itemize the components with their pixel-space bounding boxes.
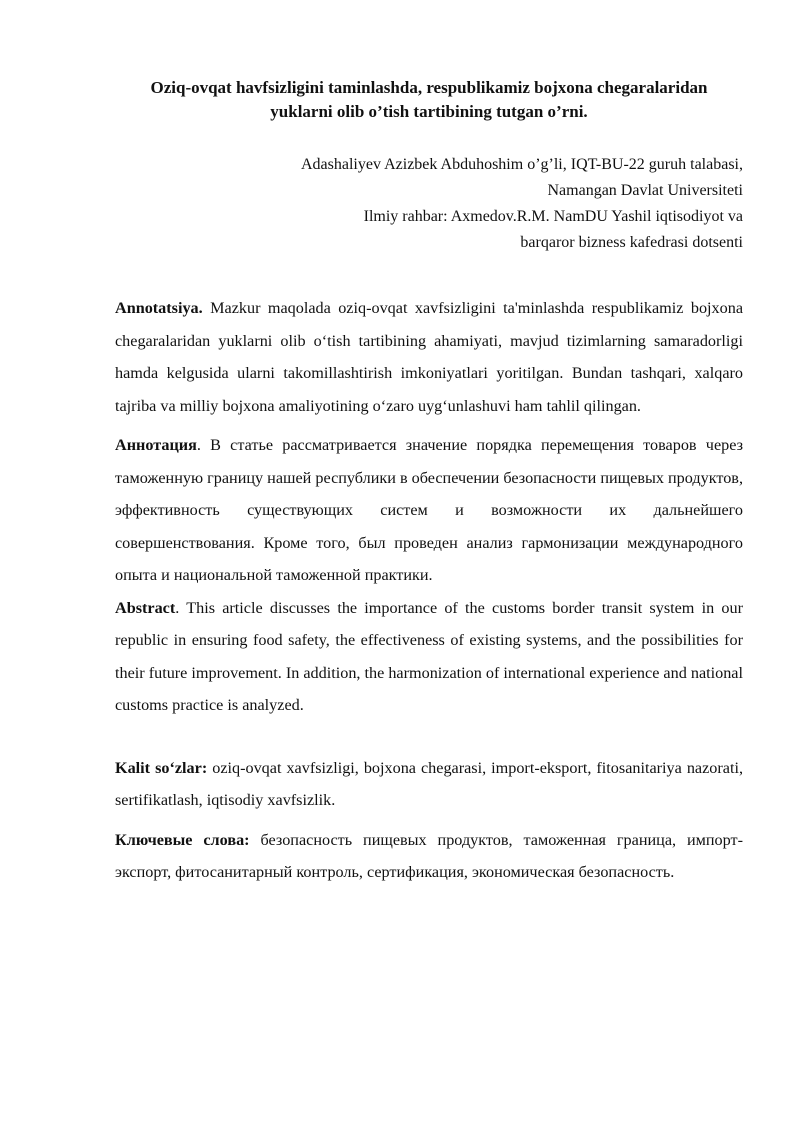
- author-block: [115, 152, 743, 256]
- keywords-ru: [115, 824, 743, 889]
- keywords-uz-text: oziq-ovqat xavfsizligi, bojxona chegarasi, import-eksport, fitosanitariya nazorati, sertifikatlash, iqtisodiy xavfsizlik.: [115, 758, 743, 809]
- document-page: [115, 0, 743, 889]
- author-line-4: barqaror bizness kafedrasi dotsenti: [520, 234, 743, 251]
- annotation-ru-label: Аннотация: [115, 436, 197, 454]
- keywords-uz: [115, 752, 743, 817]
- title-line-2: yuklarni olib o’tish tartibining tutgan o’rni.: [270, 102, 588, 121]
- paper-title: [115, 76, 743, 124]
- annotation-uz-text: Mazkur maqolada oziq-ovqat xavfsizligini ta'minlashda respublikamiz bojxona chegaralaridan yuklarni olib o‘tish tartibining ahamiyati, mavjud tizimlarning samaradorligi hamda kelgusida ularni takomillashtirish imkoniyatlari yoritilgan. Bundan tashqari, xalqaro tajriba va milliy bojxona amaliyotining o‘zaro uyg‘unlashuvi ham tahlil qilingan.: [115, 299, 744, 415]
- annotation-ru: [115, 429, 743, 592]
- author-line-1: Adashaliyev Azizbek Abduhoshim o’g’li, IQT-BU-22 guruh talabasi,: [301, 156, 743, 173]
- abstract-en: [115, 592, 743, 722]
- keywords-uz-label: Kalit so‘zlar:: [115, 758, 208, 777]
- keywords-ru-text: безопасность пищевых продуктов, таможенная граница, импорт-экспорт, фитосанитарный контроль, сертификация, экономическая безопасность.: [115, 830, 743, 881]
- abstract-en-label: Abstract: [115, 598, 176, 617]
- abstract-en-text: . This article discusses the importance of the customs border transit system in our republic in ensuring food safety, the effectiveness of existing systems, and the possibilities for their future improvement. In addition, the harmonization of international experience and national customs practice is analyzed.: [115, 598, 743, 714]
- annotation-uz: [115, 292, 743, 422]
- author-line-3: Ilmiy rahbar: Axmedov.R.M. NamDU Yashil iqtisodiyot va: [363, 208, 743, 225]
- author-line-2: Namangan Davlat Universiteti: [547, 182, 743, 199]
- title-line-1: Oziq-ovqat havfsizligini taminlashda, respublikamiz bojxona chegaralaridan: [150, 78, 708, 97]
- keywords-ru-label: Ключевые слова:: [115, 830, 250, 849]
- annotation-ru-text: . В статье рассматривается значение порядка перемещения товаров через таможенную границу нашей республики в обеспечении безопасности пищевых продуктов, эффективность существующих систем и возможности их дальнейшего совершенствования. Кроме того, был проведен анализ гармонизации международного опыта и национальной таможенной практики.: [115, 436, 743, 584]
- annotation-uz-label: Annotatsiya.: [115, 299, 203, 317]
